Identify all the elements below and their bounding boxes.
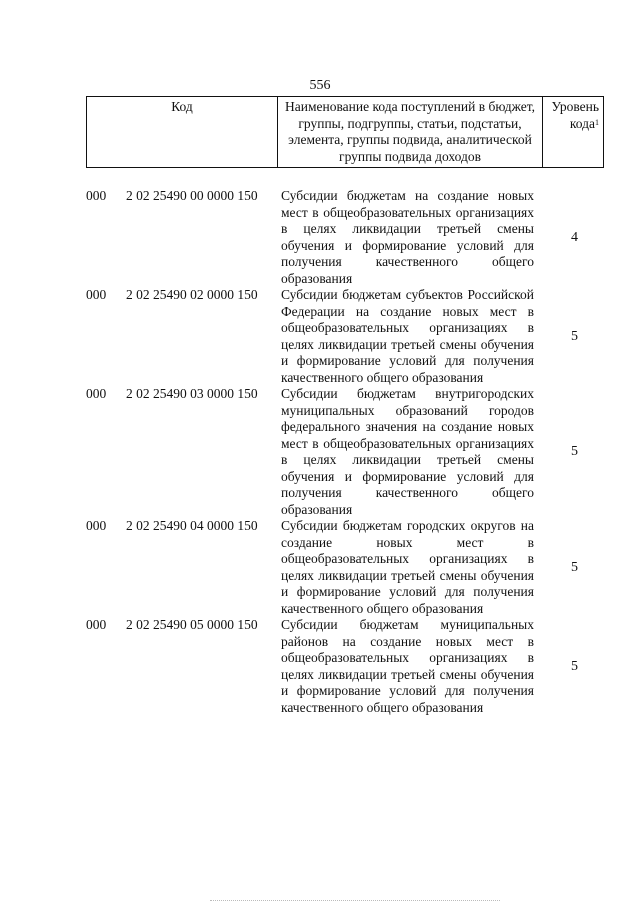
row-level: 5: [571, 658, 578, 674]
row-code: 2 02 25490 05 0000 150: [126, 617, 258, 632]
header-level-footnote: 1: [595, 117, 599, 127]
row-code: 2 02 25490 04 0000 150: [126, 518, 258, 533]
page-number: 556: [309, 78, 331, 93]
row-level: 5: [571, 328, 578, 344]
table-row: [86, 287, 604, 386]
table-body: [86, 188, 604, 716]
row-admin-code: 000: [86, 386, 107, 401]
header-level-label: Уровень кода: [551, 99, 599, 131]
row-level: 4: [571, 229, 578, 245]
page-bottom-divider: [210, 900, 500, 902]
row-code: 2 02 25490 00 0000 150: [126, 188, 258, 203]
row-admin-code: 000: [86, 518, 107, 533]
header-level: [543, 97, 603, 167]
row-name: Субсидии бюджетам городских округов на создание новых мест в общеобразовательных организациях в целях ликвидации третьей смены обучения и формирование условий для получения качественного общего образования: [281, 518, 534, 616]
row-admin-code: 000: [86, 287, 107, 302]
row-admin-code: 000: [86, 617, 107, 632]
table-row: [86, 188, 604, 287]
table-row: [86, 617, 604, 716]
row-code: 2 02 25490 03 0000 150: [126, 386, 258, 401]
row-level: 5: [571, 559, 578, 575]
row-level: 5: [571, 444, 578, 459]
row-name: Субсидии бюджетам муниципальных районов на создание новых мест в общеобразовательных организациях в целях ликвидации третьей смены обучения и формирование условий для получения качественного общего образования: [281, 617, 534, 715]
table-row: [86, 386, 604, 518]
row-name: Субсидии бюджетам на создание новых мест в общеобразовательных организациях в целях ликвидации третьей смены обучения и формирование условий для получения качественного общего образования: [281, 188, 534, 286]
row-name: Субсидии бюджетам субъектов Российской Федерации на создание новых мест в общеобразовательных организациях в целях ликвидации третьей смены обучения и формирование условий для получения качественного общего образования: [281, 287, 534, 385]
row-name: Субсидии бюджетам внутригородских муниципальных образований городов федерального значения на создание новых мест в общеобразовательных организациях в целях ликвидации третьей смены обучения и формирование условий для получения качественного общего образования: [281, 386, 534, 517]
header-code: Код: [87, 97, 278, 167]
row-admin-code: 000: [86, 188, 107, 203]
table-header: [86, 96, 604, 168]
table-row: [86, 518, 604, 617]
header-name: Наименование кода поступлений в бюджет, группы, подгруппы, статьи, подстатьи, элемента, группы подвида, аналитической группы подвида доходов: [278, 97, 543, 167]
row-code: 2 02 25490 02 0000 150: [126, 287, 258, 302]
